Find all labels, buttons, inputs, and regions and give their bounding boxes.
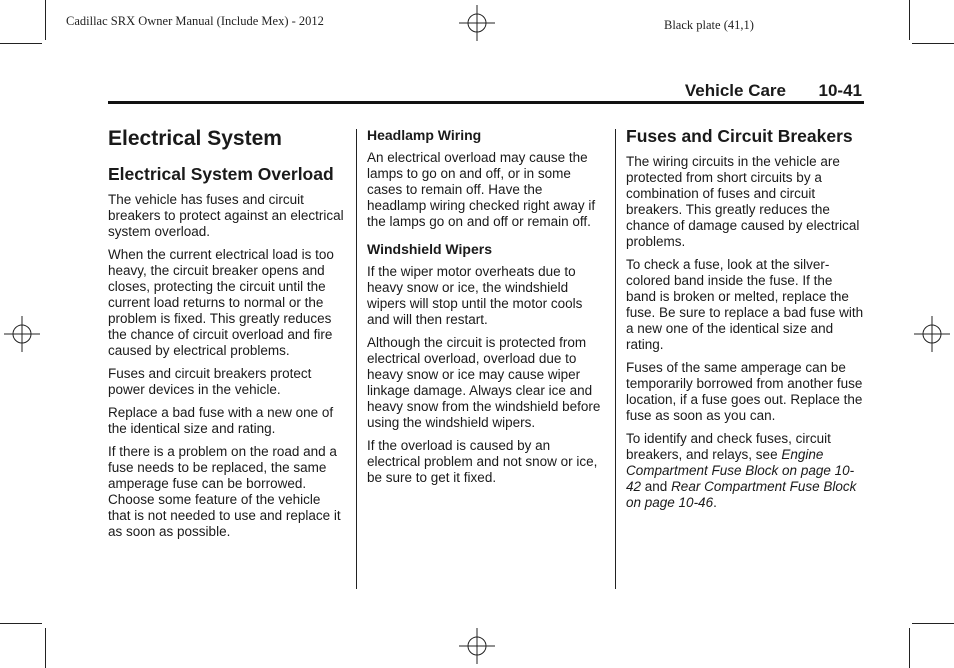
paragraph: To check a fuse, look at the silver-colored band inside the fuse. If the band is broken or melted, replace the fuse. Be sure to replace a bad fuse with a new one of the identical size and rating. bbox=[626, 257, 864, 352]
registration-mark-icon bbox=[459, 5, 495, 41]
crop-mark bbox=[0, 43, 42, 44]
manual-title: Cadillac SRX Owner Manual (Include Mex) - 2012 bbox=[66, 14, 324, 28]
crop-mark bbox=[912, 43, 954, 44]
paragraph: Replace a bad fuse with a new one of the identical size and rating. bbox=[108, 405, 334, 436]
crop-mark bbox=[45, 628, 46, 668]
rear-fuse-block-link[interactable]: Rear Compartment Fuse Block on page 10-46 bbox=[626, 479, 857, 510]
crop-mark bbox=[912, 623, 954, 624]
ref-end: . bbox=[713, 495, 717, 510]
column-2 bbox=[367, 126, 605, 493]
crop-mark bbox=[0, 623, 42, 624]
paragraph: An electrical overload may cause the lamps to go on and off, or in some cases to remain off. Have the headlamp wiring checked right away if the lamps go on and off or remain off. bbox=[367, 150, 596, 229]
crop-mark bbox=[909, 0, 910, 40]
engine-fuse-block-link[interactable]: Engine Compartment Fuse Block on page 10-42 bbox=[626, 447, 855, 494]
section-heading: Electrical System Overload bbox=[108, 164, 334, 184]
column-3 bbox=[626, 126, 864, 518]
paragraph: If the overload is caused by an electrical problem and not snow or ice, be sure to get it fixed. bbox=[367, 438, 598, 485]
column-divider bbox=[615, 129, 616, 589]
plate-label: Black plate (41,1) bbox=[664, 18, 754, 32]
paragraph: Fuses and circuit breakers protect power devices in the vehicle. bbox=[108, 366, 312, 397]
subheading-windshield-wipers: Windshield Wipers bbox=[367, 241, 492, 257]
paragraph: The vehicle has fuses and circuit breakers to protect against an electrical system overload. bbox=[108, 192, 344, 239]
cross-reference-paragraph bbox=[626, 431, 864, 511]
registration-mark-icon bbox=[459, 628, 495, 664]
paragraph: The wiring circuits in the vehicle are protected from short circuits by a combination of fuses and circuit breakers. This greatly reduces the chance of damage caused by electrical problems. bbox=[626, 154, 860, 249]
ref-intro: To identify and check fuses, circuit breakers, and relays, see bbox=[626, 431, 831, 462]
page-title: Electrical System bbox=[108, 127, 282, 150]
registration-mark-icon bbox=[914, 316, 950, 352]
header-rule bbox=[108, 101, 864, 104]
ref-and: and bbox=[641, 479, 672, 494]
paragraph: Although the circuit is protected from electrical overload, overload due to heavy snow or ice may cause wiper linkage damage. Always clear ice and heavy snow from the windshield before using the windshield wipers. bbox=[367, 335, 601, 430]
column-1 bbox=[108, 126, 346, 547]
section-heading: Fuses and Circuit Breakers bbox=[626, 126, 853, 146]
paragraph: If there is a problem on the road and a fuse needs to be replaced, the same amperage fuse can be borrowed. Choose some feature of the vehicle that is not needed to use and replace it as soon as possible. bbox=[108, 444, 341, 539]
crop-mark bbox=[909, 628, 910, 668]
section-name: Vehicle Care bbox=[684, 81, 786, 100]
registration-mark-icon bbox=[4, 316, 40, 352]
crop-mark bbox=[45, 0, 46, 40]
paragraph: If the wiper motor overheats due to heavy snow or ice, the windshield wipers will stop until the motor cools and will then restart. bbox=[367, 264, 583, 327]
running-head bbox=[108, 81, 864, 103]
paragraph: When the current electrical load is too heavy, the circuit breaker opens and closes, protecting the circuit until the current load returns to normal or the problem is fixed. This greatly reduces the chance of circuit overload and fire caused by electrical problems. bbox=[108, 247, 334, 358]
page-number: 10-41 bbox=[818, 81, 862, 100]
paragraph: Fuses of the same amperage can be temporarily borrowed from another fuse location, if a fuse goes out. Replace the fuse as soon as you can. bbox=[626, 360, 863, 423]
subheading-headlamp-wiring: Headlamp Wiring bbox=[367, 127, 482, 143]
column-divider bbox=[356, 129, 357, 589]
